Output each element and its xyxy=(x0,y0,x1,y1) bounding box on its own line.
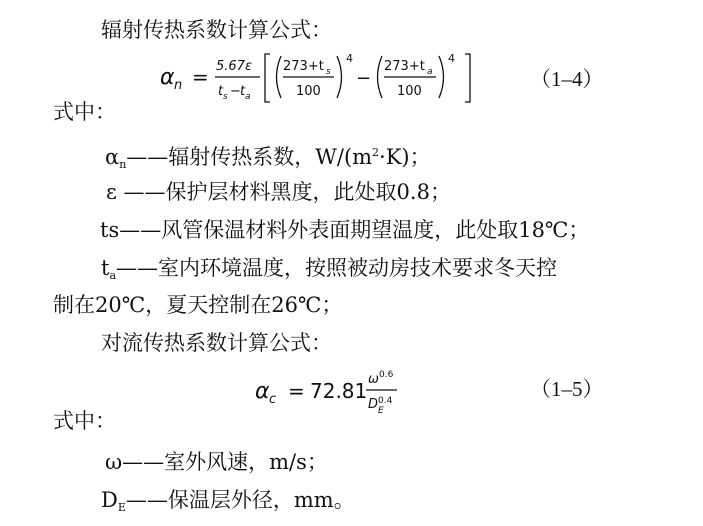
paren-left-2 xyxy=(378,56,383,98)
radiation-formula xyxy=(160,50,500,110)
paren-right-1 xyxy=(337,56,342,98)
ta-definition-text: ——室内环境温度，按照被动房技术要求冬天控 xyxy=(116,256,558,280)
inner1-num: 273+t xyxy=(283,59,324,74)
inner2-num-sub: a xyxy=(427,67,433,77)
formula-alpha-c-symbol: α xyxy=(255,379,270,404)
paren-right-2 xyxy=(439,56,444,98)
den-ts: t xyxy=(218,84,224,99)
den-ts-sub: s xyxy=(223,92,228,102)
where-label-2: 式中： xyxy=(53,409,116,433)
inner1-num-sub: s xyxy=(326,67,331,77)
inner2-den: 100 xyxy=(397,84,422,99)
alpha-symbol: α xyxy=(105,145,120,169)
ta-sub: a xyxy=(109,269,117,282)
num-omega-sup: 0.6 xyxy=(379,370,394,380)
definition-epsilon: ε ——保护层材料黑度，此处取0.8； xyxy=(106,180,451,204)
formula-alpha-c-sub: c xyxy=(269,392,277,407)
minus-between: − xyxy=(356,68,372,89)
den-d-sub: E xyxy=(378,406,384,416)
inner2-num: 273+t xyxy=(384,59,425,74)
formula-coef: 72.81 xyxy=(310,379,368,403)
den-minus: − xyxy=(230,84,241,99)
equation-number-1-4: （1–4） xyxy=(530,67,604,91)
convection-formula xyxy=(255,366,435,422)
inner1-den: 100 xyxy=(296,84,321,99)
heading-radiation-formula: 辐射传热系数计算公式： xyxy=(101,18,332,42)
den-ta-sub: a xyxy=(245,92,251,102)
heading-convection-formula: 对流传热系数计算公式： xyxy=(101,331,332,355)
de-definition-text: ——保温层外径，mm。 xyxy=(125,488,355,512)
formula-equals: = xyxy=(192,65,209,89)
equation-number-1-5: （1–5） xyxy=(530,377,604,401)
den-d-sup: 0.4 xyxy=(378,396,393,406)
alpha-sub: n xyxy=(119,158,127,171)
formula-alpha-sub: n xyxy=(174,78,183,93)
definition-omega: ω——室外风速，m/s； xyxy=(105,450,328,474)
de-sub: E xyxy=(117,501,126,514)
ta-symbol: t xyxy=(101,256,110,280)
where-label-1: 式中： xyxy=(53,100,116,124)
den-ta: t xyxy=(240,84,246,99)
alpha-definition-tail: ·K)； xyxy=(379,145,431,169)
definition-alpha-n xyxy=(105,140,431,178)
de-symbol: D xyxy=(101,488,118,512)
formula-equals: = xyxy=(288,379,305,403)
alpha-definition-text: ——辐射传热系数，W/(m xyxy=(126,145,373,169)
unit-superscript: 2 xyxy=(372,146,380,159)
formula-alpha-symbol: α xyxy=(160,65,175,90)
definition-ts: ts——风管保温材料外表面期望温度，此处取18℃； xyxy=(100,218,590,242)
definition-de xyxy=(101,487,355,521)
exp-2: 4 xyxy=(448,52,455,65)
left-bracket xyxy=(265,54,270,102)
definition-ta-continued: 制在20℃，夏天控制在26℃； xyxy=(53,293,343,317)
exp-1: 4 xyxy=(346,52,353,65)
definition-ta xyxy=(101,255,557,289)
paren-left-1 xyxy=(277,56,282,98)
right-bracket xyxy=(465,54,470,102)
formula-coef: 5.67ε xyxy=(216,59,252,74)
num-omega: ω xyxy=(368,372,379,387)
den-d: D xyxy=(368,397,379,412)
